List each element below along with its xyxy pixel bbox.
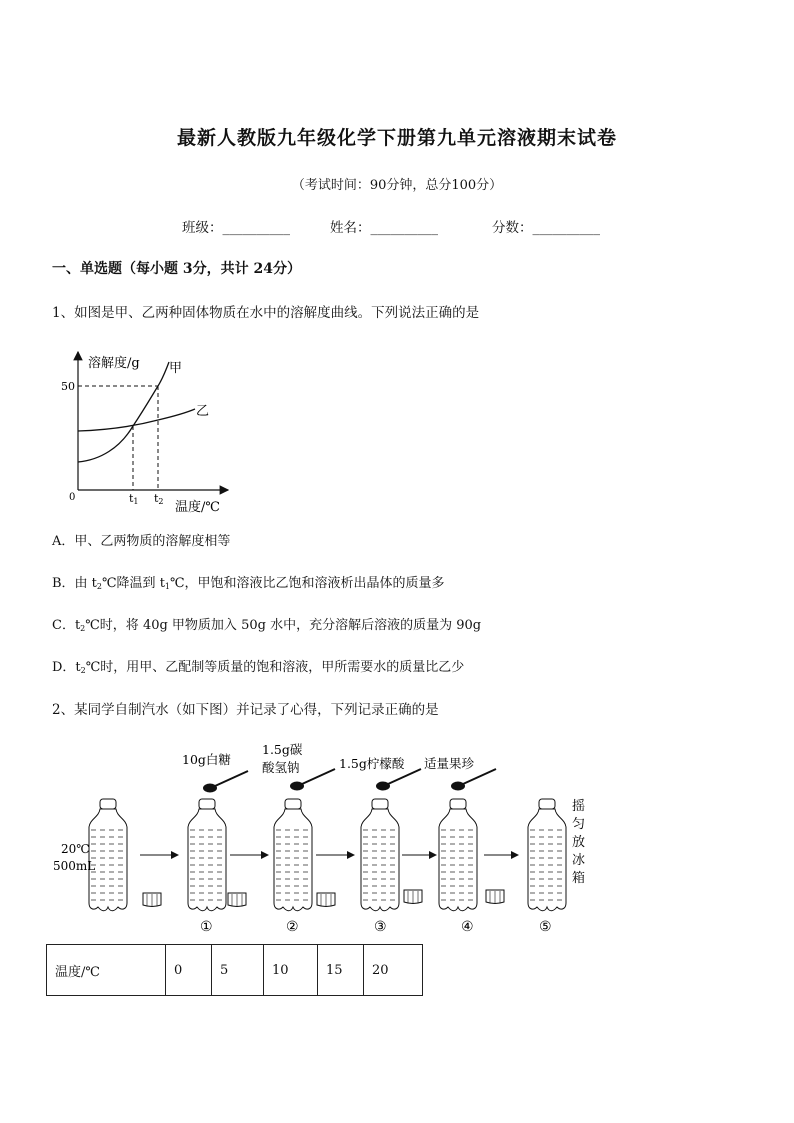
temperature-table bbox=[46, 944, 423, 996]
origin-label: 0 bbox=[69, 492, 76, 503]
class-field: 班级：__________ bbox=[182, 220, 290, 236]
option-d: D．$t_2℃$时，用甲、乙配制等质量的饱和溶液，甲所需要水的质量比乙少 bbox=[52, 660, 465, 675]
step-2: ② bbox=[286, 919, 299, 935]
add-baking-soda-2: 酸氢钠 bbox=[262, 760, 300, 775]
step-3: ③ bbox=[374, 919, 387, 935]
bottle-1 bbox=[188, 799, 226, 911]
bottle-4 bbox=[439, 799, 477, 911]
table-cell: 10 bbox=[264, 945, 318, 996]
page-title: 最新人教版九年级化学下册第九单元溶液期末试卷 bbox=[176, 127, 617, 149]
table-row bbox=[47, 945, 423, 996]
cap-icon bbox=[486, 890, 504, 904]
table-header-cell: 温度/℃ bbox=[47, 945, 166, 996]
start-temp: 20℃ bbox=[61, 842, 90, 856]
solubility-curve-figure bbox=[55, 340, 245, 520]
section-heading: 一、单选题（每小题 3分，共计 24分） bbox=[52, 261, 301, 277]
add-fruit-powder: 适量果珍 bbox=[424, 756, 475, 771]
bottle-5 bbox=[528, 799, 566, 911]
note-char-4: 冰 bbox=[572, 853, 586, 868]
start-volume: 500mL bbox=[53, 859, 96, 873]
bottle-3 bbox=[361, 799, 399, 911]
t2-label: t2 bbox=[154, 492, 164, 506]
cap-icon bbox=[317, 893, 335, 907]
cap-icon bbox=[143, 893, 161, 907]
curve-yi-label: 乙 bbox=[196, 404, 210, 419]
soda-process-figure bbox=[40, 735, 600, 940]
step-1: ① bbox=[200, 919, 213, 935]
add-citric-acid: 1.5g柠檬酸 bbox=[339, 756, 405, 771]
note-char-1: 摇 bbox=[572, 799, 586, 814]
y-axis-label: 溶解度/g bbox=[88, 356, 140, 371]
note-char-3: 放 bbox=[572, 835, 586, 850]
y-tick-50: 50 bbox=[61, 380, 75, 393]
curve-jia bbox=[78, 362, 169, 462]
add-sugar: 10g白糖 bbox=[182, 752, 231, 767]
spoon-icon bbox=[451, 769, 496, 791]
option-a: A．甲、乙两物质的溶解度相等 bbox=[52, 534, 231, 549]
option-b: B．由 $t_2℃$降温到 $t_1℃$，甲饱和溶液比乙饱和溶液析出晶体的质量多 bbox=[52, 576, 445, 591]
add-baking-soda-1: 1.5g碳 bbox=[262, 742, 303, 757]
question-2-stem: 2、某同学自制汽水（如下图）并记录了心得，下列记录正确的是 bbox=[52, 702, 439, 718]
question-1-stem: 1、如图是甲、乙两种固体物质在水中的溶解度曲线。下列说法正确的是 bbox=[52, 305, 480, 321]
option-c: C．$t_2℃$时，将 40g 甲物质加入 50g 水中，充分溶解后溶液的质量为 90g bbox=[52, 618, 482, 633]
spoon-icon bbox=[203, 771, 248, 793]
bottle-2 bbox=[274, 799, 312, 911]
score-field: 分数：__________ bbox=[492, 220, 600, 236]
cap-icon bbox=[228, 893, 246, 907]
bottle-0 bbox=[89, 799, 127, 911]
table-cell: 5 bbox=[212, 945, 264, 996]
x-axis-label: 温度/℃ bbox=[175, 500, 220, 515]
table-cell: 20 bbox=[364, 945, 423, 996]
exam-subtitle: （考试时间：90分钟，总分100分） bbox=[291, 178, 503, 193]
step-4: ④ bbox=[461, 919, 474, 935]
note-char-2: 匀 bbox=[572, 817, 586, 832]
note-char-5: 箱 bbox=[572, 871, 586, 886]
step-5: ⑤ bbox=[539, 919, 552, 935]
name-field: 姓名：__________ bbox=[330, 220, 438, 236]
cap-icon bbox=[404, 890, 422, 904]
table-cell: 15 bbox=[318, 945, 364, 996]
t1-label: t1 bbox=[129, 492, 139, 506]
table-cell: 0 bbox=[166, 945, 212, 996]
spoon-icon bbox=[376, 769, 421, 791]
curve-jia-label: 甲 bbox=[169, 361, 183, 376]
